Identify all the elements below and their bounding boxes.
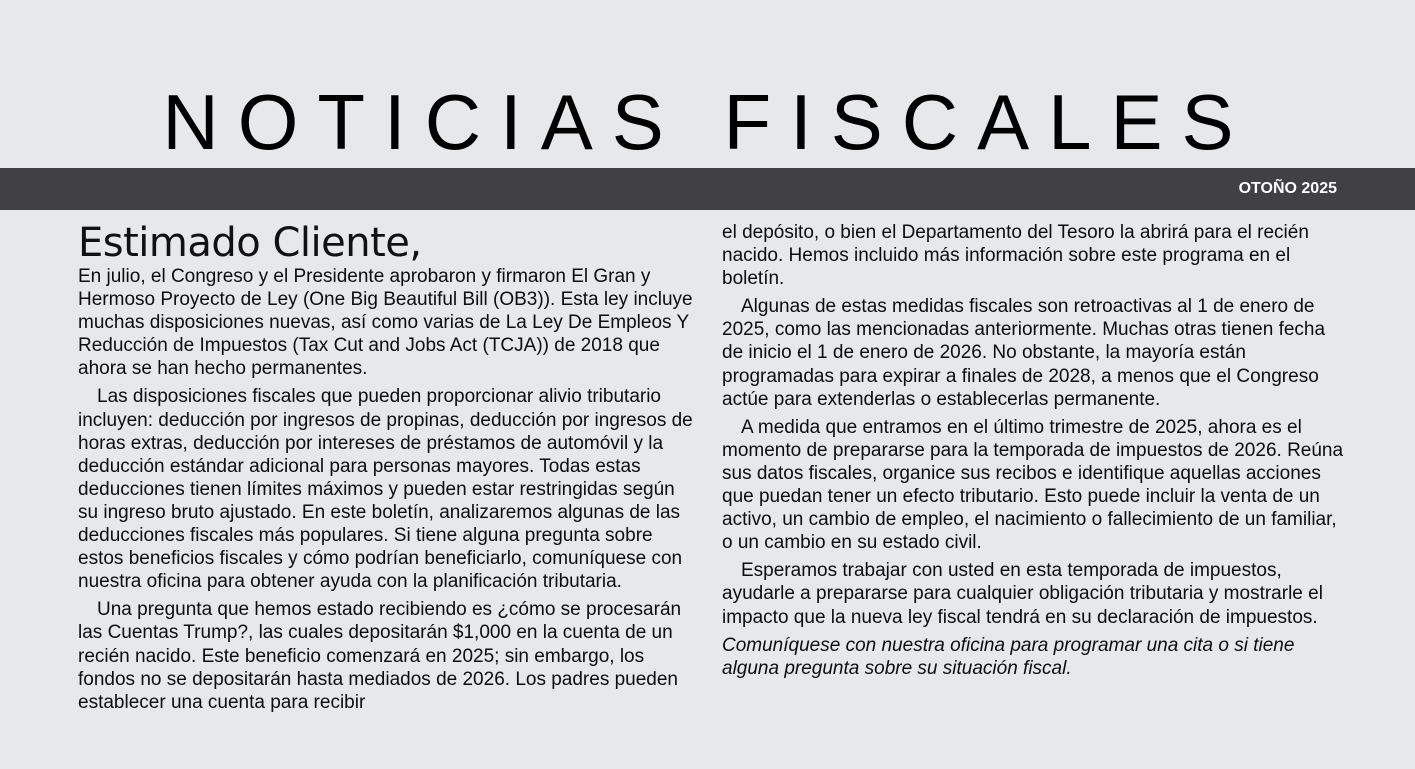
paragraph: Algunas de estas medidas fiscales son retroactivas al 1 de enero de 2025, como las mencionadas anteriormente. Muchas otras tienen fecha de inicio el 1 de enero de 2026. No obstante, la mayoría están programadas para expirar a finales de 2028, a menos que el Congreso actúe para extenderlas o establecerlas permanente. <box>722 296 1326 410</box>
closing-note: Comuníquese con nuestra oficina para programar una cita o si tiene alguna pregunta sobre su situación fiscal. <box>722 634 1295 679</box>
paragraph: Una pregunta que hemos estado recibiendo es ¿cómo se procesarán las Cuentas Trump?, las cuales depositarán $1,000 en la cuenta de un recién nacido. Este beneficio comenzará en 2025; sin embargo, los fondos no se depositarán hasta mediados de 2026. Los padres pueden establecer una cuenta para recibir <box>78 599 682 713</box>
header-band <box>0 168 1415 210</box>
newsletter-title: NOTICIAS FISCALES <box>162 78 1253 166</box>
salutation: Estimado Cliente, <box>78 220 422 266</box>
paragraph: A medida que entramos en el último trimestre de 2025, ahora es el momento de prepararse para la temporada de impuestos de 2026. Reúna sus datos fiscales, organice sus recibos e identifique aquellas acciones que puedan tener un efecto tributario. Esto puede incluir la venta de un activo, un cambio de empleo, el nacimiento o fallecimiento de un familiar, o un cambio en su estado civil. <box>722 416 1344 554</box>
issue-season: OTOÑO 2025 <box>1238 180 1337 197</box>
right-column <box>722 221 1347 685</box>
paragraph: En julio, el Congreso y el Presidente aprobaron y firmaron El Gran y Hermoso Proyecto de Ley (One Big Beautiful Bill (OB3)). Esta ley incluye muchas disposiciones nuevas, así como varias de La Ley De Empleos Y Reducción de Impuestos (Tax Cut and Jobs Act (TCJA)) de 2018 que ahora se han hecho permanentes. <box>78 266 693 380</box>
paragraph: el depósito, o bien el Departamento del Tesoro la abrirá para el recién nacido. Hemos incluido más información sobre este programa en el boletín. <box>722 222 1309 290</box>
left-column <box>78 220 700 719</box>
paragraph: Esperamos trabajar con usted en esta temporada de impuestos, ayudarle a prepararse para cualquier obligación tributaria y mostrarle el impacto que la nueva ley fiscal tendrá en su declaración de impuestos. <box>722 560 1323 628</box>
paragraph: Las disposiciones fiscales que pueden proporcionar alivio tributario incluyen: deducción por ingresos de propinas, deducción por ingresos de horas extras, deducción por intereses de préstamos de automóvil y la deducción estándar adicional para personas mayores. Todas estas deducciones tienen límites máximos y pueden estar restringidas según su ingreso bruto ajustado. En este boletín, analizaremos algunas de las deducciones fiscales más populares. Si tiene alguna pregunta sobre estos beneficios fiscales y cómo podrían beneficiarlo, comuníquese con nuestra oficina para obtener ayuda con la planificación tributaria. <box>78 386 693 593</box>
